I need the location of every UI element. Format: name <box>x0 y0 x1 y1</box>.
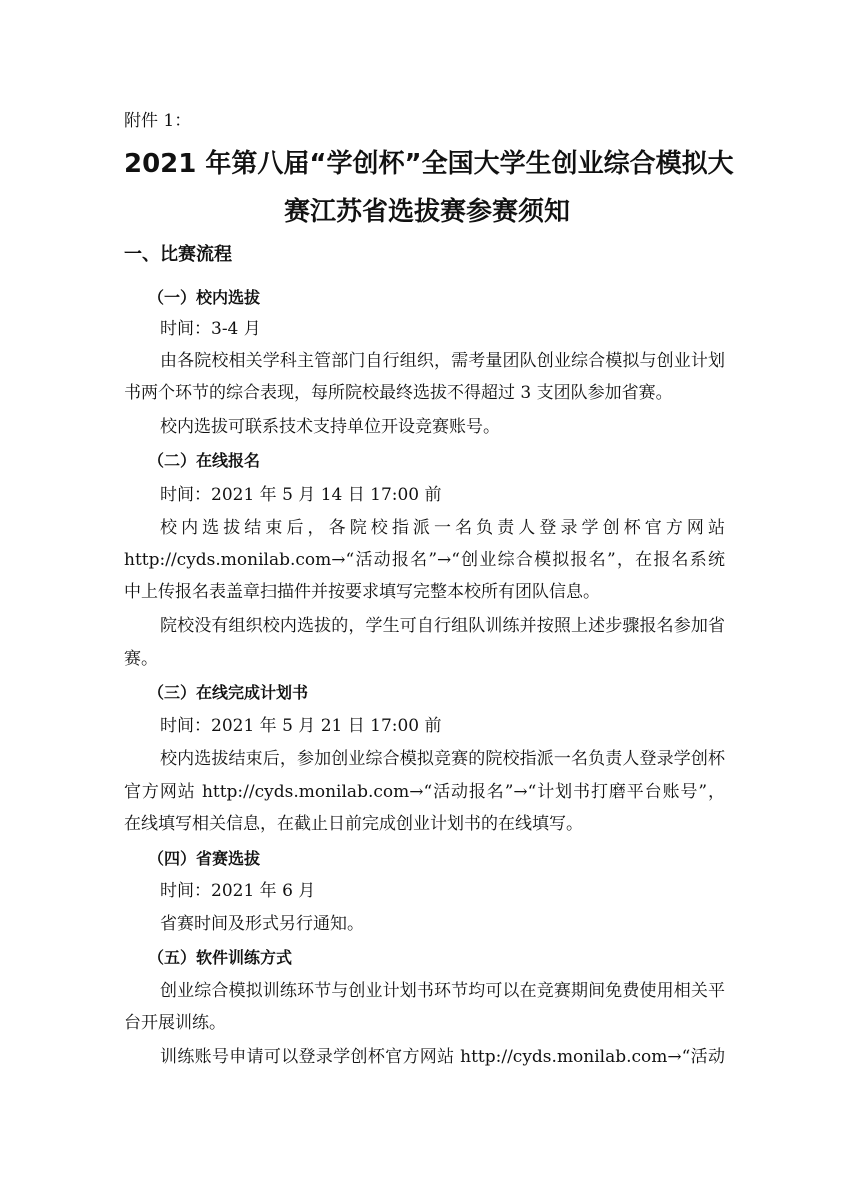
campus-selection-paragraph-line: 由各院校相关学科主管部门自行组织，需考量团队创业综合模拟与创业计划 <box>160 351 725 371</box>
software-training-paragraph-line: 台开展训练。 <box>124 1013 226 1033</box>
section-heading-process: 一、比赛流程 <box>124 244 232 265</box>
campus-selection-time: 时间：3-4 月 <box>160 319 261 339</box>
subsection-heading-online-registration: （二）在线报名 <box>148 451 261 470</box>
subsection-heading-online-plan: （三）在线完成计划书 <box>148 683 309 702</box>
subsection-heading-provincial-selection: （四）省赛选拔 <box>148 849 261 868</box>
document-title-line-1: 2021 年第八届“学创杯”全国大学生创业综合模拟大 <box>124 149 734 179</box>
software-training-account-line: 训练账号申请可以登录学创杯官方网站 http://cyds.monilab.com→“活动 <box>160 1047 725 1067</box>
online-plan-paragraph-line: 在线填写相关信息，在截止日前完成创业计划书的在线填写。 <box>124 814 583 834</box>
campus-selection-account-note: 校内选拔可联系技术支持单位开设竞赛账号。 <box>160 417 500 437</box>
campus-selection-paragraph-line: 书两个环节的综合表现，每所院校最终选拔不得超过 3 支团队参加省赛。 <box>124 383 673 403</box>
provincial-selection-time: 时间：2021 年 6 月 <box>160 881 316 901</box>
document-title-line-2: 赛江苏省选拔赛参赛须知 <box>284 197 571 227</box>
attachment-label: 附件 1： <box>124 111 192 131</box>
online-registration-paragraph-line: 中上传报名表盖章扫描件并按要求填写完整本校所有团队信息。 <box>124 582 600 602</box>
provincial-selection-note: 省赛时间及形式另行通知。 <box>160 914 364 934</box>
subsection-heading-software-training: （五）软件训练方式 <box>148 948 293 967</box>
online-registration-note-line: 赛。 <box>124 649 158 669</box>
subsection-heading-campus-selection: （一）校内选拔 <box>148 288 261 307</box>
online-registration-paragraph-line: 校内选拔结束后，各院校指派一名负责人登录学创杯官方网站 <box>160 518 725 538</box>
software-training-paragraph-line: 创业综合模拟训练环节与创业计划书环节均可以在竞赛期间免费使用相关平 <box>160 981 725 1001</box>
online-registration-note-line: 院校没有组织校内选拔的，学生可自行组队训练并按照上述步骤报名参加省 <box>160 616 725 636</box>
online-plan-paragraph-line: 官方网站 http://cyds.monilab.com→“活动报名”→“计划书打磨平台账号”， <box>124 782 725 802</box>
online-plan-time: 时间：2021 年 5 月 21 日 17:00 前 <box>160 716 442 736</box>
online-registration-paragraph-line: http://cyds.monilab.com→“活动报名”→“创业综合模拟报名”，在报名系统 <box>124 550 725 570</box>
online-plan-paragraph-line: 校内选拔结束后，参加创业综合模拟竞赛的院校指派一名负责人登录学创杯 <box>160 749 725 769</box>
online-registration-time: 时间：2021 年 5 月 14 日 17:00 前 <box>160 485 442 505</box>
